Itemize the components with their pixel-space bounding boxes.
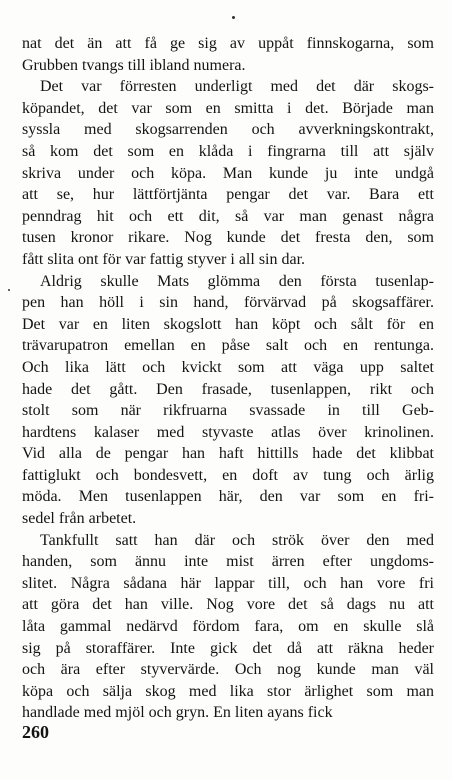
ink-speck bbox=[8, 289, 10, 291]
text-line: fattiglukt och bondesvett, en doft av tung och ärlig bbox=[22, 466, 434, 484]
text-line: möda. Men tusenlappen här, den var som en fri- bbox=[22, 488, 434, 506]
text-line: penndrag hit och ett dit, så var man genast några bbox=[22, 207, 434, 225]
paragraph bbox=[22, 33, 434, 76]
text-line: så kom det som en klåda i fingrarna till att själv bbox=[22, 142, 434, 160]
text-line: sig på storaffärer. Inte gick det då att räkna heder bbox=[22, 639, 434, 657]
ink-speck bbox=[232, 16, 235, 19]
paragraph bbox=[22, 271, 434, 530]
text-line: handen, som ännu inte mist ärren efter ungdoms- bbox=[22, 553, 434, 571]
paragraph bbox=[22, 530, 434, 724]
text-line: Vid alla de pengar han haft hittills hade det klibbat bbox=[22, 445, 434, 463]
text-line: skriva under och köpa. Man kunde ju inte undgå bbox=[22, 164, 434, 182]
text-line: fått slita ont för var fattig styver i all sin dar. bbox=[22, 250, 306, 268]
text-line: syssla med skogsarrenden och avverkningskontrakt, bbox=[22, 121, 434, 139]
text-line: handlade med mjöl och gryn. En liten ayans fick bbox=[22, 704, 333, 722]
text-line: låta gammal nedärvd fördom fara, om en skulle slå bbox=[22, 618, 434, 636]
text-line: hade det gått. Den frasade, tusenlappen, rikt och bbox=[22, 380, 434, 398]
text-line: hardtens kalaser med styvaste atlas över krinolinen. bbox=[22, 423, 434, 441]
text-line: tusen kronor rikare. Nog kunde det fresta den, som bbox=[22, 229, 434, 247]
text-line: Det var en liten skogslott han köpt och sålt för en bbox=[22, 315, 434, 333]
text-line: Tankfullt satt han där och strök över den med bbox=[40, 531, 434, 549]
text-line: att se, hur lättförtjänta pengar det var. Bara ett bbox=[22, 186, 434, 204]
text-line: stolt som när rikfruarna svassade in till Geb- bbox=[22, 402, 434, 420]
text-line: trävarupatron emellan en påse salt och en rentunga. bbox=[22, 337, 434, 355]
text-line: köpandet, det var som en smitta i det. Började man bbox=[22, 99, 434, 117]
body-text bbox=[22, 33, 434, 724]
text-line: Grubben tvangs till ibland numera. bbox=[22, 56, 246, 74]
paragraph bbox=[22, 76, 434, 270]
text-line: köpa och sälja skog med lika stor ärlighet som man bbox=[22, 682, 434, 700]
text-line: nat det än att få ge sig av uppåt finnskogarna, som bbox=[22, 35, 434, 52]
text-line: att göra det han ville. Nog vore det så dags nu att bbox=[22, 596, 434, 614]
text-line: Och lika lätt och kvickt som att väga upp saltet bbox=[22, 358, 434, 376]
text-line: pen han höll i sin hand, förvärvad på skogsaffärer. bbox=[22, 294, 434, 312]
page-number: 260 bbox=[22, 722, 49, 742]
text-line: Det var förresten underligt med det där skogs- bbox=[40, 78, 434, 96]
text-line: Aldrig skulle Mats glömma den första tusenlap- bbox=[40, 272, 434, 290]
text-line: slitet. Några sådana här lappar till, och han vore fri bbox=[22, 574, 434, 592]
text-line: och ära efter styvervärde. Och nog kunde man väl bbox=[22, 661, 434, 679]
text-line: sedel från arbetet. bbox=[22, 510, 137, 528]
